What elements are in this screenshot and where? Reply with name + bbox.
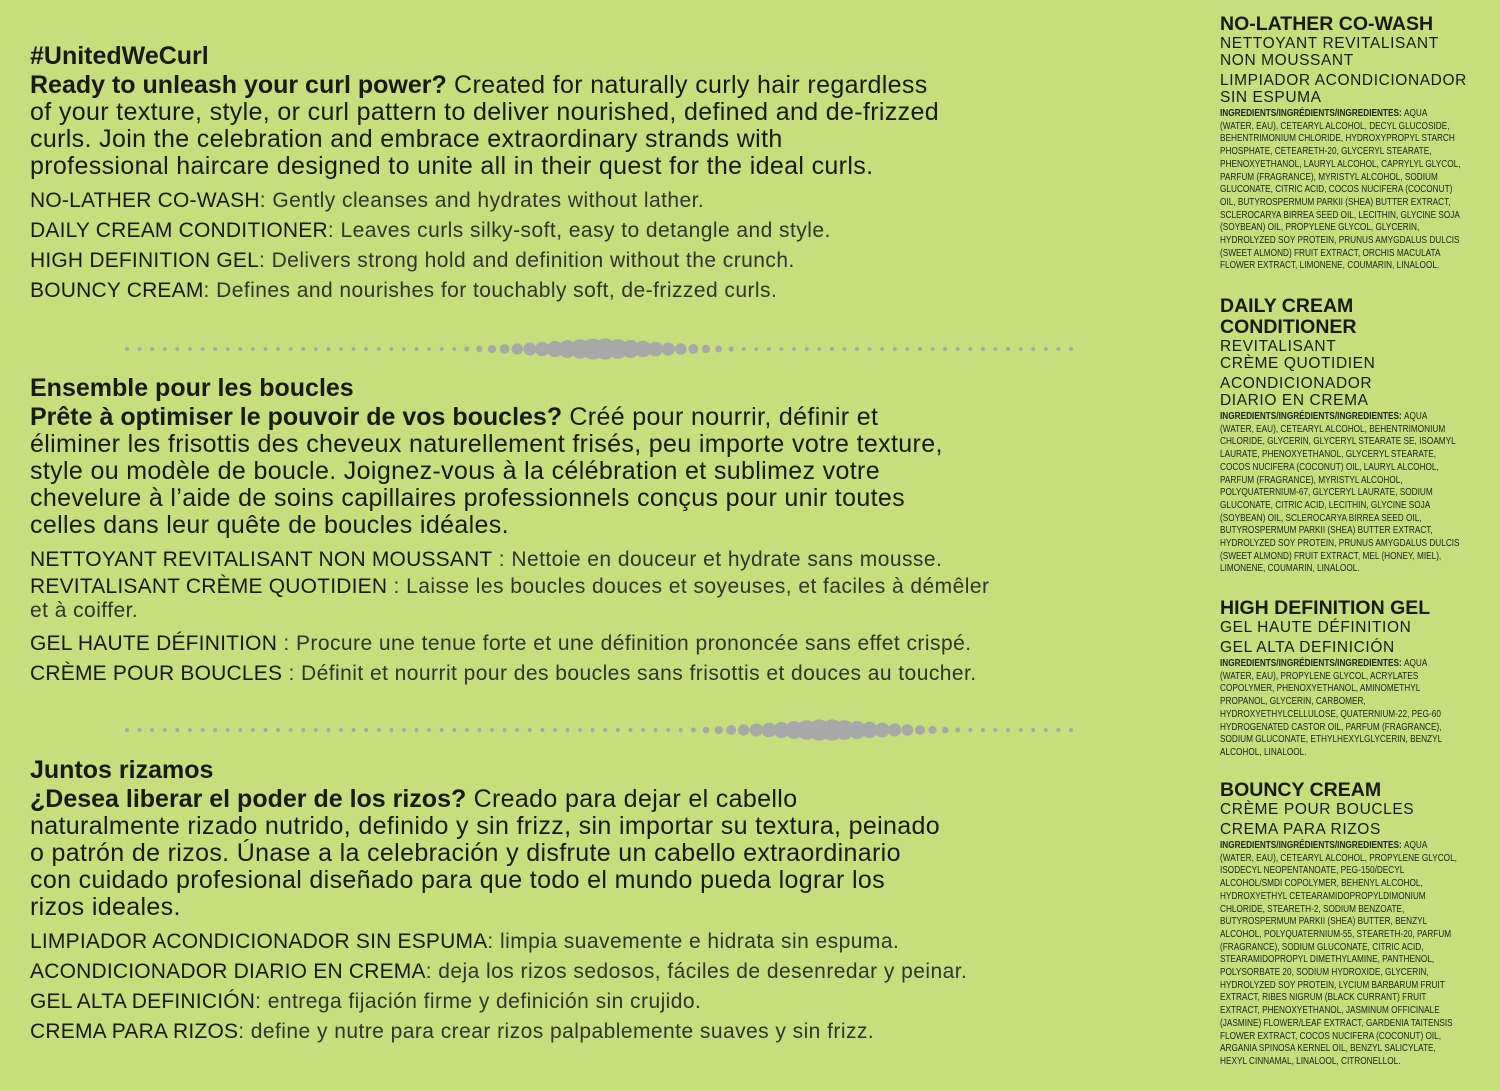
ingredient-line: CHLORIDE, STEARETH-2, SODIUM BENZOATE, — [1220, 903, 1405, 915]
divider-dot — [175, 728, 179, 732]
divider-dot — [201, 347, 205, 351]
divider-dot — [905, 347, 909, 351]
ingredient-line: ALCOHOL, LINALOOL. — [1220, 746, 1307, 758]
divider-dot — [528, 728, 532, 732]
divider-dot — [578, 728, 582, 732]
divider-dot — [994, 728, 998, 732]
divider-dot — [377, 728, 381, 732]
subtitle-line: NON MOUSSANT — [1220, 52, 1354, 69]
product-name: GEL HAUTE DÉFINITION — [30, 632, 278, 655]
divider-dot — [805, 347, 809, 351]
divider-dot — [352, 347, 356, 351]
ingredient-product-title — [1220, 296, 1496, 338]
intro-lead: Ready to unleash your curl power? — [30, 71, 447, 99]
divider-dot — [352, 728, 356, 732]
intro-line: curls. Join the celebration and embrace extraordinary strands with — [30, 125, 783, 153]
product-desc: : Delivers strong hold and definition without the crunch. — [259, 249, 795, 272]
divider-dot — [402, 347, 406, 351]
divider-dot — [981, 347, 985, 351]
divider-dot — [389, 347, 393, 351]
ingredient-line: HYDROLYZED SOY PROTEIN, PRUNUS AMYGDALUS DULCIS — [1220, 538, 1460, 550]
subtitle-line: ACONDICIONADOR — [1220, 375, 1373, 392]
ingredient-line: STEARAMIDOPROPYL DIMETHYLAMINE, PANTHENOL, — [1220, 954, 1435, 966]
product-line — [30, 246, 1208, 276]
divider-dot — [175, 347, 179, 351]
divider-dot — [452, 728, 456, 732]
ingredient-line: PHENOXYETHANOL, LAURYL ALCOHOL, CAPRYLYL GLYCOL, — [1220, 158, 1461, 170]
divider-dot — [918, 347, 922, 351]
divider-dot — [427, 728, 431, 732]
product-name: LIMPIADOR ACONDICIONADOR SIN ESPUMA — [30, 930, 488, 953]
divider-dot — [648, 342, 663, 357]
section-spanish — [30, 754, 1208, 1047]
section-english — [30, 40, 1208, 306]
product-desc: : limpia suavemente e hidrata sin espuma. — [487, 930, 900, 953]
divider-dot — [691, 728, 696, 733]
product-subtitle-es — [1220, 375, 1496, 409]
ingredient-line: (WATER, EAU), PROPYLENE GLYCOL, ACRYLATES — [1220, 670, 1419, 682]
product-subtitle-fr — [1220, 35, 1496, 69]
divider-dot — [490, 728, 494, 732]
product-desc: : deja los rizos sedosos, fáciles de desenredar y peinar. — [425, 960, 968, 983]
ingredient-product-title: HIGH DEFINITION GEL — [1220, 597, 1431, 619]
divider-dot — [750, 723, 763, 736]
ingredient-line: (SOYBEAN) OIL, SCLEROCARYA BIRREA SEED OIL, — [1220, 512, 1422, 524]
ingredient-line: HYDROGENATED CASTOR OIL, PARFUM (FRAGRANCE), — [1220, 721, 1442, 733]
divider-dot — [503, 728, 507, 732]
ingredient-line: HYDROLYZED SOY PROTEIN, LYCIUM BARBARUM FRUIT — [1220, 979, 1445, 991]
product-desc: : define y nutre para crear rizos palpablemente suaves y sin frizz. — [238, 1020, 875, 1043]
ingredient-line: PARFUM (FRAGRANCE), MYRISTYL ALCOHOL, — [1220, 474, 1403, 486]
ingredient-line: (SOYBEAN) OIL, PROPYLENE GLYCOL, GLYCERIN, — [1220, 222, 1420, 234]
divider-dot — [902, 724, 914, 736]
divider-dot — [868, 347, 872, 351]
product-line — [30, 1017, 1208, 1047]
divider-dot — [213, 728, 217, 732]
divider-dot — [792, 347, 796, 351]
divider-dot — [314, 728, 318, 732]
divider-dot — [855, 347, 859, 351]
ingredients-block-conditioner — [1220, 296, 1496, 576]
ingredient-line: AQUA — [1404, 108, 1428, 119]
section-intro — [30, 72, 1208, 180]
ingredient-product-title: NO-LATHER CO-WASH — [1220, 13, 1434, 35]
divider-dot — [125, 347, 129, 351]
divider-dot — [629, 728, 633, 732]
ingredient-line: PROPANOL, GLYCERIN, CARBOMER, — [1220, 696, 1366, 708]
product-line — [30, 987, 1208, 1017]
intro-line: celles dans leur quête de boucles idéales. — [30, 511, 509, 539]
divider-dot — [415, 728, 419, 732]
divider-dot — [326, 728, 330, 732]
divider-dot — [523, 343, 536, 356]
ingredient-line: BUTYROSPERMUM PARKII (SHEA) BUTTER EXTRACT, — [1220, 525, 1433, 537]
product-subtitle-es: GEL ALTA DEFINICIÓN — [1220, 639, 1395, 656]
ingredient-line: PHOSPHATE, CETEARETH-20, GLYCERYL STEARATE, — [1220, 146, 1432, 158]
divider-dot — [942, 727, 949, 734]
product-name: DAILY CREAM CONDITIONER — [30, 219, 328, 242]
ingredients-sidebar — [1220, 0, 1496, 1091]
divider-dot — [654, 728, 658, 732]
divider-dot — [842, 347, 846, 351]
product-line — [30, 629, 1208, 659]
divider-dot — [238, 347, 242, 351]
divider-dot — [364, 347, 368, 351]
divider-dot — [603, 728, 607, 732]
divider-dot — [943, 347, 947, 351]
divider-dot — [703, 727, 710, 734]
divider-dot — [364, 728, 368, 732]
ingredient-line: GLUCONATE, CITRIC ACID, LECITHIN, GLYCINE SOJA — [1220, 499, 1431, 511]
divider-dot — [928, 726, 936, 734]
title-line: DAILY CREAM — [1220, 295, 1354, 317]
divider-dot — [138, 347, 142, 351]
divider-dot — [1019, 728, 1023, 732]
product-name: HIGH DEFINITION GEL — [30, 249, 259, 272]
divider-dot — [415, 347, 419, 351]
product-line — [30, 927, 1208, 957]
divider-dot — [512, 343, 523, 354]
ingredient-line: ALCOHOL/SMDI COPOLYMER, BEHENYL ALCOHOL, — [1220, 878, 1423, 890]
divider-dot — [226, 347, 230, 351]
divider-dot — [830, 347, 834, 351]
divider-dot — [377, 347, 381, 351]
ingredient-line: LIMONENE, COUMARIN, LINALOOL. — [1220, 563, 1360, 575]
ingredient-line: AQUA — [1404, 411, 1428, 422]
subtitle-line: SIN ESPUMA — [1220, 89, 1322, 106]
product-desc-cont: et à coiffer. — [30, 599, 139, 622]
subtitle-line: CRÈME QUOTIDIEN — [1220, 355, 1376, 372]
divider-dot — [188, 347, 192, 351]
ingredient-line: ARGANIA SPINOSA KERNEL OIL, BENZYL SALICYLATE, — [1220, 1043, 1436, 1055]
ingredient-line: EXTRACT, RIBES NIGRUM (BLACK CURRANT) FRUIT — [1220, 992, 1427, 1004]
divider-dot — [1044, 347, 1048, 351]
intro-line: style ou modèle de boucle. Joignez-vous à la célébration et sublimez votre — [30, 457, 880, 485]
divider-dot — [915, 725, 925, 735]
divider-dot — [150, 347, 154, 351]
divider-dot — [893, 347, 897, 351]
divider-dot — [188, 728, 192, 732]
divider-dot — [715, 346, 722, 353]
ingredients-label: INGREDIENTS/INGRÉDIENTS/INGREDIENTES: — [1220, 411, 1404, 422]
ingredient-line: HYDROLYZED SOY PROTEIN, PRUNUS AMYGDALUS DULCIS — [1220, 235, 1460, 247]
divider-dot — [289, 347, 293, 351]
divider-dot — [1044, 728, 1048, 732]
intro-lead: Prête à optimiser le pouvoir de vos boucles? — [30, 403, 563, 431]
ingredient-line: CHLORIDE, GLYCERIN, GLYCERYL STEARATE SE, ISOAMYL — [1220, 436, 1456, 448]
divider-dot — [817, 347, 821, 351]
divider-dot — [702, 345, 710, 353]
product-line — [30, 276, 1208, 306]
divider-dot — [956, 347, 960, 351]
divider-dot — [1031, 347, 1035, 351]
divider-dot — [289, 728, 293, 732]
product-subtitle-es — [1220, 72, 1496, 106]
ingredient-line: POLYQUATERNIUM-67, GLYCERYL LAURATE, SODIUM — [1220, 487, 1433, 499]
divider-dot — [742, 347, 746, 351]
divider-dot — [301, 347, 305, 351]
divider-dot — [1069, 347, 1073, 351]
intro-line: professional haircare designed to unite all in their quest for the ideal curls. — [30, 152, 874, 180]
divider-dot — [955, 727, 960, 732]
intro-line: of your texture, style, or curl pattern to deliver nourished, defined and de-frizzed — [30, 98, 940, 126]
divider-dot — [500, 344, 510, 354]
divider-dot — [767, 347, 771, 351]
ingredients-list — [1220, 411, 1484, 576]
intro-line: Created for naturally curly hair regardless — [454, 71, 928, 99]
ingredient-line: SODIUM GLUCONATE, ETHYLHEXYLGLYCERIN, BENZYL — [1220, 734, 1443, 746]
divider-dot — [465, 728, 469, 732]
divider-dot — [688, 344, 698, 354]
divider-dot — [339, 347, 343, 351]
section-title: #UnitedWeCurl — [30, 42, 209, 70]
divider-dot — [339, 728, 343, 732]
ingredient-line: (SWEET ALMOND) FRUIT EXTRACT, MEL (HONEY, MIEL), — [1220, 550, 1442, 562]
ingredient-line: FLOWER EXTRACT, LIMONENE, COUMARIN, LINALOOL. — [1220, 260, 1440, 272]
ingredient-line: SCLEROCARYA BIRREA SEED OIL, LECITHIN, GLYCINE SOJA — [1220, 209, 1460, 221]
divider-dot — [679, 728, 683, 732]
title-line: CONDITIONER — [1220, 316, 1357, 338]
ingredients-block-gel — [1220, 598, 1496, 760]
ingredients-list — [1220, 108, 1484, 273]
ingredient-line: LAURATE, PHENOXYETHANOL, GLYCERYL STEARATE, — [1220, 449, 1437, 461]
ingredient-line: BEHENTRIMONIUM CHLORIDE, HYDROXYPROPYL STARCH — [1220, 133, 1455, 145]
subtitle-line: DIARIO EN CREMA — [1220, 392, 1369, 409]
intro-line: chevelure à l’aide de soins capillaires professionnels conçus pour unir toutes — [30, 484, 906, 512]
divider-dot — [488, 345, 496, 353]
product-desc: : Leaves curls silky-soft, easy to detangle and style. — [327, 219, 831, 242]
divider-dot — [125, 728, 129, 732]
product-name: BOUNCY CREAM — [30, 279, 204, 302]
intro-line: naturalmente rizado nutrido, definido y sin frizz, sin importar su textura, peinado — [30, 812, 941, 840]
divider-dot — [1069, 728, 1073, 732]
ingredient-line: HYDROXYETHYL CETEARAMIDOPROPYLDIMONIUM — [1220, 890, 1426, 902]
divider-dot — [641, 728, 645, 732]
subtitle-line: NETTOYANT REVITALISANT — [1220, 35, 1439, 52]
divider-dot — [251, 347, 255, 351]
ingredient-line: ALCOHOL, POLYQUATERNIUM-55, STEARETH-20, PARFUM — [1220, 928, 1452, 940]
ingredient-line: HYDROXYETHYLCELLULOSE, QUATERNIUM-22, PEG-60 — [1220, 708, 1441, 720]
divider-dot — [515, 728, 519, 732]
divider-dot — [540, 728, 544, 732]
divider-dot — [1056, 728, 1060, 732]
product-line — [30, 186, 1208, 216]
ingredient-line: (JASMINE) FLOWER/LEAF EXTRACT, GARDENIA TAITENSIS — [1220, 1017, 1453, 1029]
product-desc: : Nettoie en douceur et hydrate sans mousse. — [492, 548, 943, 571]
divider-dot — [553, 728, 557, 732]
divider-dot — [968, 347, 972, 351]
divider-dot — [591, 728, 595, 732]
divider-dot — [226, 728, 230, 732]
product-name: CREMA PARA RIZOS — [30, 1020, 239, 1043]
divider-dot — [440, 347, 444, 351]
product-subtitle-fr — [1220, 338, 1496, 372]
divider-dot — [238, 728, 242, 732]
divider-dot — [666, 728, 670, 732]
product-subtitle-fr: GEL HAUTE DÉFINITION — [1220, 619, 1412, 636]
intro-line: Créé pour nourrir, définir et — [569, 403, 879, 431]
product-desc: : Gently cleanses and hydrates without lather. — [259, 189, 705, 212]
divider-dot — [150, 728, 154, 732]
product-name: GEL ALTA DEFINICIÓN — [30, 990, 256, 1013]
divider-dot — [440, 728, 444, 732]
divider-dot — [1006, 347, 1010, 351]
divider-dot — [662, 342, 675, 355]
intro-line: éliminer les frisottis des cheveux naturellement frisés, peu importe votre texture, — [30, 430, 943, 458]
divider-dot — [780, 347, 784, 351]
ingredient-line: (WATER, EAU), CETEARYL ALCOHOL, DECYL GLUCOSIDE, — [1220, 120, 1450, 132]
ingredient-line: PARFUM (FRAGRANCE), MYRISTYL ALCOHOL, SODIUM — [1220, 171, 1438, 183]
divider-dot — [163, 728, 167, 732]
ingredient-line: COCOS NUCIFERA (COCONUT) OIL, LAURYL ALCOHOL, — [1220, 461, 1439, 473]
divider-dot — [326, 347, 330, 351]
divider-dot — [875, 723, 890, 738]
divider-dot — [616, 728, 620, 732]
ingredient-line: ISODECYL NEOPENTANOATE, PEG-150/DECYL — [1220, 865, 1405, 877]
ingredient-line: (WATER, EAU), CETEARYL ALCOHOL, PROPYLENE GLYCOL, — [1220, 852, 1457, 864]
product-name: NO-LATHER CO-WASH — [30, 189, 260, 212]
divider-dot — [729, 346, 734, 351]
divider-dot — [738, 724, 749, 735]
divider-dot — [476, 346, 483, 353]
intro-line: rizos ideales. — [30, 893, 181, 921]
intro-lead: ¿Desea liberar el poder de los rizos? — [30, 785, 467, 813]
product-name: REVITALISANT CRÈME QUOTIDIEN — [30, 575, 388, 598]
ingredient-line: (FRAGRANCE), SODIUM GLUCONATE, CITRIC ACID, — [1220, 941, 1424, 953]
divider-dot — [402, 728, 406, 732]
product-name: NETTOYANT REVITALISANT NON MOUSSANT — [30, 548, 493, 571]
section-title: Juntos rizamos — [30, 756, 214, 784]
divider-dot — [880, 347, 884, 351]
intro-line: o patrón de rizos. Únase a la celebración y disfrute un cabello extraordinario — [30, 839, 901, 867]
ingredient-line: AQUA — [1404, 658, 1428, 669]
ingredient-line: FLOWER EXTRACT, COCOS NUCIFERA (COCONUT) OIL, — [1220, 1030, 1442, 1042]
ingredients-list — [1220, 658, 1484, 760]
product-desc: : entrega fijación firme y definición sin crujido. — [255, 990, 702, 1013]
divider-dot — [1006, 728, 1010, 732]
product-subtitle-es: CREMA PARA RIZOS — [1220, 821, 1381, 838]
ingredient-line: POLYSORBATE 20, SODIUM HYDROXIDE, GLYCERIN, — [1220, 967, 1429, 979]
product-line — [30, 545, 1208, 575]
product-desc: : Laisse les boucles douces et soyeuses, et faciles à démêler — [387, 575, 990, 598]
divider-dot — [163, 347, 167, 351]
product-line — [30, 957, 1208, 987]
product-desc: : Définit et nourrit pour des boucles sans frisottis et douces au toucher. — [282, 662, 977, 685]
divider-dot — [566, 728, 570, 732]
intro-line: Creado para dejar el cabello — [473, 785, 798, 813]
ingredient-line: AQUA — [1404, 840, 1428, 851]
ingredients-label: INGREDIENTS/INGRÉDIENTS/INGREDIENTES: — [1220, 658, 1404, 669]
dotted-divider — [124, 337, 1074, 361]
ingredient-product-title: BOUNCY CREAM — [1220, 779, 1382, 801]
divider-dot — [452, 347, 456, 351]
divider-dot — [1031, 728, 1035, 732]
main-column — [30, 0, 1208, 1091]
product-desc: : Procure une tenue forte et une définition prononcée sans effet crispé. — [277, 632, 972, 655]
product-name: CRÈME POUR BOUCLES — [30, 662, 283, 685]
divider-dot — [276, 728, 280, 732]
ingredient-line: (WATER, EAU), CETEARYL ALCOHOL, BEHENTRIMONIUM — [1220, 423, 1446, 435]
divider-dot — [138, 728, 142, 732]
product-desc: : Defines and nourishes for touchably soft, de-frizzed curls. — [203, 279, 778, 302]
product-line — [30, 216, 1208, 246]
product-subtitle-fr: CRÈME POUR BOUCLES — [1220, 801, 1415, 818]
divider-dot — [264, 728, 268, 732]
divider-dot — [888, 723, 901, 736]
product-line — [30, 659, 1208, 689]
ingredient-line: EXTRACT, PHENOXYETHANOL, JASMINUM OFFICINALE — [1220, 1005, 1440, 1017]
product-name: ACONDICIONADOR DIARIO EN CREMA — [30, 960, 426, 983]
divider-dot — [276, 347, 280, 351]
ingredient-line: (SWEET ALMOND) FRUIT EXTRACT, ORCHIS MACULATA — [1220, 247, 1441, 259]
dotted-divider — [124, 718, 1074, 742]
product-line — [30, 575, 1208, 623]
divider-dot — [754, 347, 758, 351]
subtitle-line: REVITALISANT — [1220, 338, 1337, 355]
divider-dot — [477, 728, 481, 732]
divider-dot — [994, 347, 998, 351]
divider-dot — [1019, 347, 1023, 351]
ingredients-block-bouncy-cream — [1220, 780, 1496, 1069]
divider-dot — [314, 347, 318, 351]
section-intro — [30, 786, 1208, 921]
ingredients-label: INGREDIENTS/INGRÉDIENTS/INGREDIENTES: — [1220, 840, 1404, 851]
ingredients-list — [1220, 840, 1484, 1069]
ingredients-block-co-wash — [1220, 14, 1496, 273]
section-title: Ensemble pour les boucles — [30, 374, 354, 402]
divider-dot — [715, 726, 723, 734]
ingredient-line: COPOLYMER, PHENOXYETHANOL, AMINOMETHYL — [1220, 683, 1421, 695]
divider-dot — [251, 728, 255, 732]
divider-dot — [201, 728, 205, 732]
divider-dot — [427, 347, 431, 351]
subtitle-line: LIMPIADOR ACONDICIONADOR — [1220, 72, 1467, 89]
divider-dot — [1056, 347, 1060, 351]
ingredients-label: INGREDIENTS/INGRÉDIENTS/INGREDIENTES: — [1220, 108, 1404, 119]
ingredient-line: GLUCONATE, CITRIC ACID, COCOS NUCIFERA (COCONUT) — [1220, 184, 1453, 196]
divider-dot — [264, 347, 268, 351]
section-intro — [30, 404, 1208, 539]
ingredient-line: BUTYROSPERMUM PARKII (SHEA) BUTTER, BENZYL — [1220, 916, 1428, 928]
divider-dot — [931, 347, 935, 351]
divider-dot — [301, 728, 305, 732]
divider-dot — [726, 725, 736, 735]
divider-dot — [213, 347, 217, 351]
section-french — [30, 372, 1208, 689]
divider-dot — [968, 728, 972, 732]
ingredient-line: OIL, BUTYROSPERMUM PARKII (SHEA) BUTTER EXTRACT, — [1220, 196, 1451, 208]
divider-dot — [389, 728, 393, 732]
divider-dot — [675, 343, 687, 355]
divider-dot — [981, 728, 985, 732]
ingredient-line: HEXYL CINNAMAL, LINALOOL, CITRONELLOL. — [1220, 1055, 1401, 1067]
intro-line: con cuidado profesional diseñado para que todo el mundo pueda lograr los — [30, 866, 885, 894]
divider-dot — [464, 347, 469, 352]
